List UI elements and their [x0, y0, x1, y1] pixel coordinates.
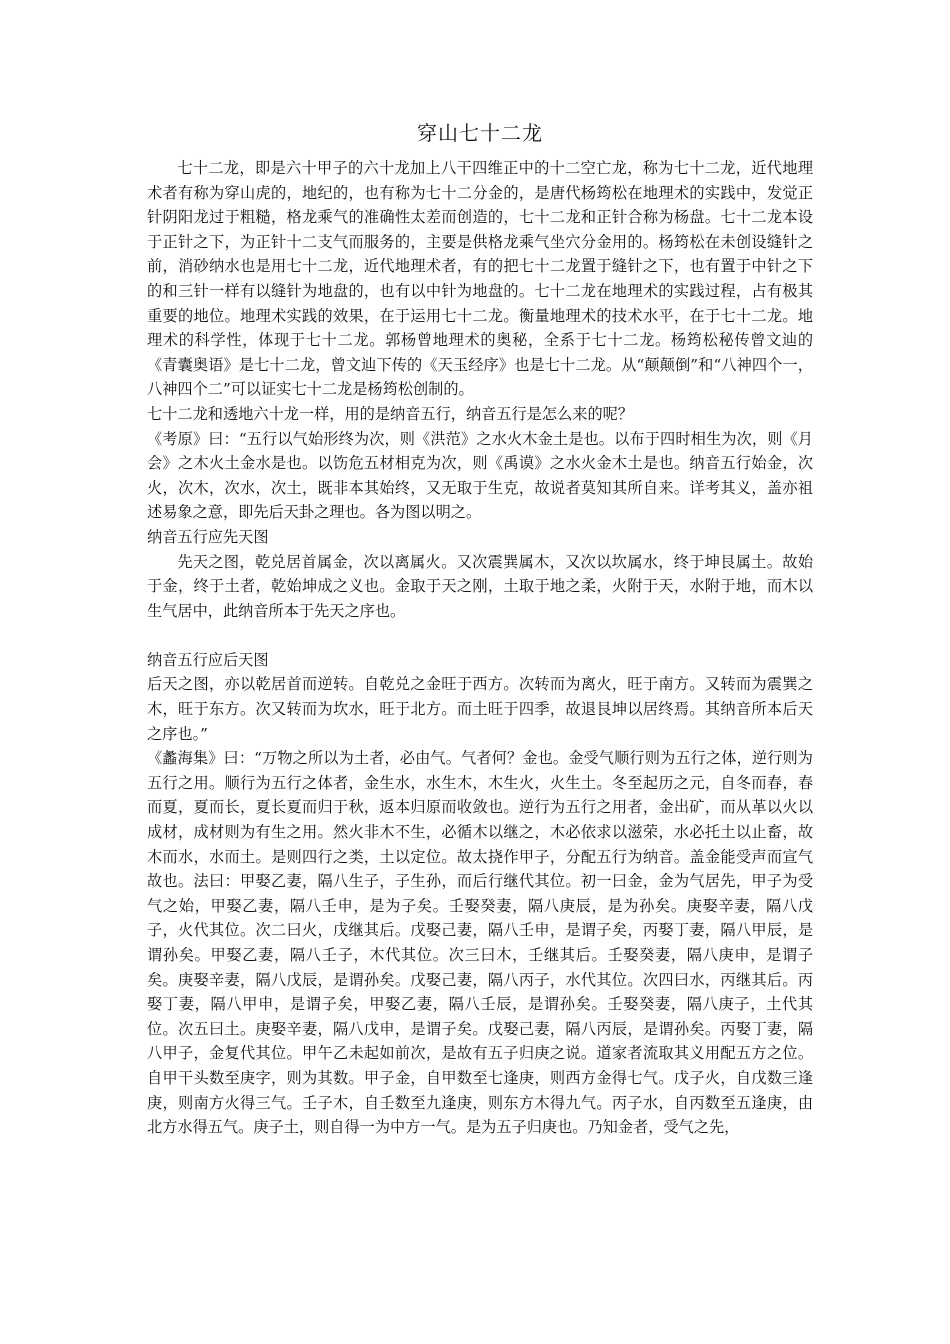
paragraph-question: 七十二龙和透地六十龙一样，用的是纳音五行，纳音五行是怎么来的呢？: [147, 404, 633, 423]
document-page: [147, 118, 813, 1140]
paragraph-lihaiji: 《蠡海集》曰：“万物之所以为土者，必由气。气者何？金也。金受气顺行则为五行之体，逆行则为五行之用。顺行为五行之体者，金生水，水生木，木生火，火生土。冬至起历之元，自冬而春，春而夏，夏而长，夏长夏而归于秋，返本归原而收敛也。逆行为五行之用者，金出矿，而从革以火以成材，成材则为有生之用。然火非木不生，必循木以继之，木必依求以滋荣，水必托土以止畜，故木而水，水而土。是则四行之类，土以定位。故太挠作甲子，分配五行为纳音。盖金能受声而宣气故也。法曰：甲娶乙妻，隔八生子，子生孙，而后行继代其位。初一曰金，金为气居先，甲子为受气之始，甲娶乙妻，隔八壬申，是为子矣。壬娶癸妻，隔八庚辰，是为孙矣。庚娶辛妻，隔八戊子，火代其位。次二曰火，戊继其后。戊娶己妻，隔八壬申，是谓子矣，丙娶丁妻，隔八甲辰，是谓孙矣。甲娶乙妻，隔八壬子，木代其位。次三曰木，壬继其后。壬娶癸妻，隔八庚申，是谓子矣。庚娶辛妻，隔八戊辰，是谓孙矣。戊娶己妻，隔八丙子，水代其位。次四曰水，丙继其后。丙娶丁妻，隔八甲申，是谓子矣，甲娶乙妻，隔八壬辰，是谓孙矣。壬娶癸妻，隔八庚子，土代其位。次五曰土。庚娶辛妻，隔八戊申，是谓子矣。戊娶己妻，隔八丙辰，是谓孙矣。丙娶丁妻，隔八甲子，金复代其位。甲午乙未起如前次，是故有五子归庚之说。道家者流取其义用配五方之位。自甲干头数至庚字，则为其数。甲子金，自甲数至七逢庚，则西方金得七气。戊子火，自戊数三逢庚，则南方火得三气。壬子木，自壬数至九逢庚，则东方木得九气。丙子水，自丙数至五逢庚，由北方水得五气。庚子土，则自得一为中方一气。是为五子归庚也。乃知金者，受气之先，: [147, 749, 813, 1137]
paragraph-intro: 七十二龙，即是六十甲子的六十龙加上八干四维正中的十二空亡龙，称为七十二龙，近代地理术者有称为穿山虎的，地纪的，也有称为七十二分金的，是唐代杨筠松在地理术的实践中，发觉正针阴阳龙过于粗糙，格龙乘气的准确性太差而创造的，七十二龙和正针合称为杨盘。七十二龙本设于正针之下，为正针十二支气而服务的，主要是供格龙乘气坐穴分金用的。杨筠松在未创设缝针之前，消砂纳水也是用七十二龙，近代地理术者，有的把七十二龙置于缝针之下，也有置于中针之下的和三针一样有以缝针为地盘的，也有以中针为地盘的。七十二龙在地理术的实践过程，占有极其重要的地位。地理术实践的效果，在于运用七十二龙。衡量地理术的技术水平，在于七十二龙。地理术的科学性，体现于七十二龙。郭杨曾地理术的奥秘，全系于七十二龙。杨筠松秘传曾文辿的《青囊奥语》是七十二龙，曾文辿下传的《天玉经序》也是七十二龙。从“颠颠倒”和“八神四个一，八神四个二”可以证实七十二龙是杨筠松创制的。: [147, 159, 813, 399]
paragraph-houtian: 后天之图，亦以乾居首而逆转。自乾兑之金旺于西方。次转而为离火，旺于南方。又转而为震巽之木，旺于东方。次又转而为坎水，旺于北方。而土旺于四季，故退艮坤以居终焉。其纳音所本后天之序也。”: [147, 675, 813, 743]
blank-line: [147, 623, 813, 648]
section-heading-xiantian: 纳音五行应先天图: [147, 527, 269, 546]
page-title: 穿山七十二龙: [417, 121, 543, 145]
paragraph-xiantian: 先天之图，乾兑居首属金，次以离属火。又次震巽属木，又次以坎属水，终于坤艮属土。故始于金，终于土者，乾始坤成之义也。金取于天之刚，土取于地之柔，火附于天，水附于地，而木以生气居中，此纳音所本于先天之序也。: [147, 552, 813, 620]
paragraph-kaoyuan: 《考原》曰：“五行以气始形终为次，则《洪范》之水火木金土是也。以布于四时相生为次，则《月会》之木火土金水是也。以饬危五材相克为次，则《禹谟》之水火金木土是也。纳音五行始金，次火，次木，次水，次土，既非本其始终，又无取于生克，故说者莫知其所自来。详考其义，盖亦祖述易象之意，即先后天卦之理也。各为图以明之。: [147, 429, 813, 522]
section-heading-houtian: 纳音五行应后天图: [147, 650, 269, 669]
